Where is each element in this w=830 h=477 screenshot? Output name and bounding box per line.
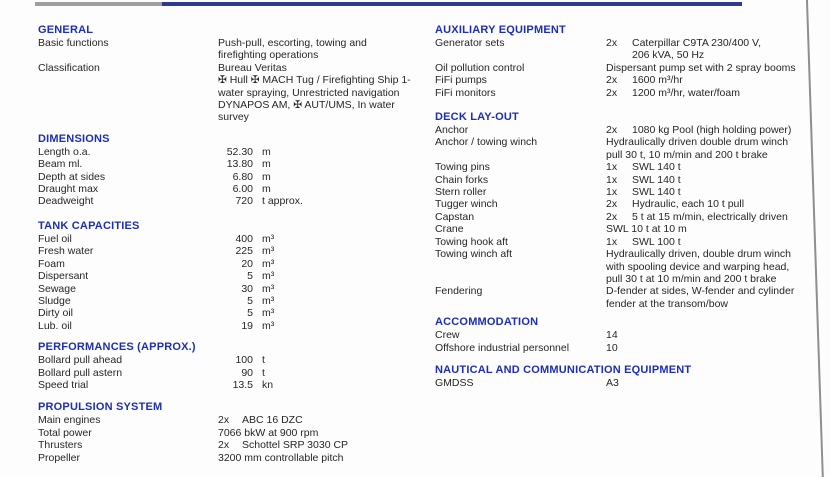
spec-value-line <box>606 136 827 148</box>
spec-value-unit: t approx. <box>262 195 303 208</box>
spec-row <box>38 270 430 282</box>
spec-row <box>38 320 430 332</box>
spec-value-line <box>218 439 430 451</box>
spec-row <box>38 439 430 451</box>
spec-label: Sludge <box>38 294 71 307</box>
spec-label: Depth at sides <box>38 170 106 183</box>
spec-row <box>435 329 827 341</box>
spec-value-text: Hydraulically driven, double drum winch <box>606 248 792 261</box>
spec-value-line <box>606 236 827 248</box>
spec-value-text: 1080 kg Pool (high holding power) <box>632 124 792 137</box>
spec-value-text: 3200 mm controllable pitch <box>218 451 344 464</box>
spec-value <box>178 171 430 183</box>
column-left <box>38 24 430 464</box>
spec-value-unit: m³ <box>262 307 275 320</box>
spec-value-line <box>606 377 827 389</box>
section-title-nautical: NAUTICAL AND COMMUNICATION EQUIPMENT <box>435 363 692 376</box>
spec-value-number: 6.00 <box>232 183 253 196</box>
spec-value-line <box>606 211 827 223</box>
spec-label: Capstan <box>435 210 475 223</box>
spec-row <box>435 211 827 223</box>
spec-row <box>38 414 430 426</box>
section-performances <box>38 341 430 391</box>
spec-value-line <box>606 161 827 173</box>
spec-value-line: fender at the transom/bow <box>606 297 728 310</box>
spec-value <box>606 285 827 310</box>
spec-row <box>435 198 827 210</box>
spec-value-text: SWL 140 t <box>632 186 681 199</box>
spec-value-text: Hydraulically driven double drum winch <box>606 136 789 149</box>
spec-value-text: 1600 m³/hr <box>632 74 683 87</box>
spec-value-text: SWL 100 t <box>632 235 681 248</box>
spec-label: Chain forks <box>435 173 489 186</box>
spec-value-line <box>606 124 827 136</box>
section-title-dimensions: DIMENSIONS <box>38 132 110 145</box>
column-right <box>435 24 827 389</box>
spec-value <box>218 427 430 439</box>
spec-label: Foam <box>38 257 65 270</box>
spec-value <box>178 258 430 270</box>
spec-value-unit: m³ <box>262 232 275 245</box>
section-title-auxiliary: AUXILIARY EQUIPMENT <box>435 24 566 36</box>
spec-value-number: 20 <box>241 257 253 270</box>
spec-value-unit: m <box>262 183 271 196</box>
spec-value-line: survey <box>218 111 249 124</box>
spec-value-unit: m <box>262 158 271 171</box>
spec-value <box>178 367 430 379</box>
spec-value-number: 720 <box>235 195 253 208</box>
spec-label: GMDSS <box>435 376 474 389</box>
spec-value-number: 52.30 <box>226 145 253 158</box>
spec-label: Oil pollution control <box>435 61 525 74</box>
spec-value-unit: m³ <box>262 319 275 332</box>
spec-value-number: 19 <box>241 319 253 332</box>
spec-row <box>38 258 430 270</box>
section-tank <box>38 220 430 332</box>
spec-value-line <box>606 87 827 99</box>
spec-value-line <box>606 186 827 198</box>
spec-value <box>218 414 430 426</box>
section-title-propulsion: PROPULSION SYSTEM <box>38 401 163 414</box>
spec-label: Towing pins <box>435 161 490 174</box>
spec-value-unit: m³ <box>262 257 275 270</box>
spec-quantity: 1x <box>606 235 618 248</box>
spec-value <box>178 195 430 207</box>
spec-value-number: 13.5 <box>232 378 253 391</box>
spec-value-number: 13.80 <box>226 158 253 171</box>
spec-label: Sewage <box>38 282 76 295</box>
top-bar-gray-segment <box>35 2 162 6</box>
spec-value-line <box>606 74 827 86</box>
spec-label: Main engines <box>38 414 101 427</box>
spec-row <box>435 136 827 161</box>
spec-row <box>38 62 430 124</box>
spec-value-text: 10 <box>606 341 618 354</box>
spec-label: Draught max <box>38 183 99 196</box>
spec-value-line <box>218 37 430 49</box>
spec-value <box>178 183 430 195</box>
spec-value-text: 7066 bkW at 900 rpm <box>218 426 319 439</box>
spec-value-text: 14 <box>606 329 618 342</box>
spec-row <box>435 186 827 198</box>
spec-value <box>178 283 430 295</box>
section-dimensions <box>38 133 430 208</box>
spec-value-unit: m³ <box>262 294 275 307</box>
spec-value-unit: m³ <box>262 282 275 295</box>
spec-quantity: 2x <box>218 414 230 427</box>
spec-value-line: water spraying, Unrestricted navigation <box>218 86 400 99</box>
spec-value-text: A3 <box>606 376 619 389</box>
spec-value <box>606 342 827 354</box>
spec-value-number: 225 <box>235 245 253 258</box>
spec-label: Total power <box>38 426 92 439</box>
section-propulsion <box>38 401 430 464</box>
spec-row <box>38 452 430 464</box>
spec-value-text: 1200 m³/hr, water/foam <box>632 86 740 99</box>
spec-label: Crew <box>435 329 460 342</box>
top-bar-navy-segment <box>162 2 742 6</box>
section-title-performances: PERFORMANCES (APPROX.) <box>38 341 196 354</box>
section-general <box>38 24 430 124</box>
spec-value-line <box>606 342 827 354</box>
spec-value <box>606 124 827 136</box>
spec-value-line <box>606 37 827 49</box>
spec-value-unit: m <box>262 170 271 183</box>
spec-value <box>606 87 827 99</box>
spec-value-number: 90 <box>241 366 253 379</box>
spec-value-line <box>218 452 430 464</box>
spec-value <box>606 186 827 198</box>
section-deck <box>435 111 827 310</box>
spec-value-line <box>606 329 827 341</box>
spec-value-number: 6.80 <box>232 170 253 183</box>
spec-value <box>606 74 827 86</box>
spec-row <box>435 74 827 86</box>
spec-label: Bollard pull astern <box>38 366 123 379</box>
spec-label: Basic functions <box>38 37 109 49</box>
spec-quantity: 2x <box>606 37 618 49</box>
spec-value <box>606 198 827 210</box>
spec-value <box>178 146 430 158</box>
spec-value <box>606 377 827 389</box>
section-title-tank: TANK CAPACITIES <box>38 219 140 232</box>
spec-value-line: with spooling device and warping head, <box>606 260 790 273</box>
section-accommodation <box>435 316 827 354</box>
spec-value-number: 5 <box>247 270 253 283</box>
spec-row <box>38 295 430 307</box>
spec-value <box>218 62 430 124</box>
spec-label: Fresh water <box>38 245 94 258</box>
spec-value-line <box>218 62 430 74</box>
spec-value <box>606 223 827 235</box>
spec-label: FiFi pumps <box>435 74 487 87</box>
spec-row <box>38 37 430 62</box>
spec-label: Tugger winch <box>435 198 498 211</box>
spec-label: FiFi monitors <box>435 86 496 99</box>
spec-value-text: SWL 140 t <box>632 161 681 174</box>
spec-value-text: 5 t at 15 m/min, electrically driven <box>632 210 788 223</box>
section-nautical <box>435 364 827 389</box>
spec-quantity: 1x <box>606 173 618 186</box>
spec-row <box>38 195 430 207</box>
spec-value-line <box>606 62 827 74</box>
spec-value <box>178 307 430 319</box>
spec-value-line: DYNAPOS AM, ✠ AUT/UMS, In water <box>218 99 395 112</box>
spec-value-unit: t <box>262 366 265 379</box>
spec-label: Generator sets <box>435 37 505 49</box>
spec-value <box>178 158 430 170</box>
spec-row <box>38 367 430 379</box>
spec-value-number: 5 <box>247 307 253 320</box>
spec-value <box>218 452 430 464</box>
spec-row <box>38 158 430 170</box>
spec-label: Length o.a. <box>38 145 91 158</box>
spec-label: Towing winch aft <box>435 248 513 261</box>
spec-value-number: 400 <box>235 232 253 245</box>
spec-label: Lub. oil <box>38 319 72 332</box>
spec-label: Deadweight <box>38 195 94 208</box>
spec-value-line <box>606 285 827 297</box>
spec-label: Crane <box>435 223 464 236</box>
spec-value-line: pull 30 t, 10 m/min and 200 t brake <box>606 148 768 161</box>
spec-value <box>218 439 430 451</box>
spec-row <box>38 283 430 295</box>
spec-row <box>435 62 827 74</box>
spec-value-text: Schottel SRP 3030 CP <box>242 439 349 452</box>
spec-value <box>606 136 827 161</box>
spec-value-line <box>606 198 827 210</box>
spec-value-text: D-fender at sides, W-fender and cylinder <box>606 285 795 298</box>
spec-value-line: firefighting operations <box>218 49 319 62</box>
spec-value-line <box>218 427 430 439</box>
spec-row <box>38 379 430 391</box>
spec-row <box>435 174 827 186</box>
spec-quantity: 2x <box>606 86 618 99</box>
spec-row <box>38 354 430 366</box>
spec-quantity: 2x <box>606 74 618 87</box>
spec-row <box>38 146 430 158</box>
spec-quantity: 1x <box>606 161 618 174</box>
spec-value <box>606 236 827 248</box>
spec-value-unit: kn <box>262 378 274 391</box>
spec-value-unit: m <box>262 145 271 158</box>
spec-label: Fendering <box>435 285 483 298</box>
spec-value <box>218 37 430 62</box>
spec-quantity: 1x <box>606 186 618 199</box>
section-title-deck: DECK LAY-OUT <box>435 111 519 124</box>
spec-row <box>38 427 430 439</box>
section-auxiliary <box>435 24 827 99</box>
spec-value <box>178 320 430 332</box>
spec-row <box>38 245 430 257</box>
spec-value-line <box>606 248 827 260</box>
spec-value-number: 100 <box>235 354 253 367</box>
spec-quantity: 2x <box>606 210 618 223</box>
section-title-general: GENERAL <box>38 24 94 36</box>
spec-row <box>435 285 827 310</box>
spec-value-number: 5 <box>247 294 253 307</box>
spec-value-text: SWL 10 t at 10 m <box>606 223 687 236</box>
spec-value-line <box>218 414 430 426</box>
spec-row <box>435 248 827 285</box>
spec-value <box>178 245 430 257</box>
spec-value-text: Caterpillar C9TA 230/400 V, <box>632 37 761 49</box>
spec-value <box>178 233 430 245</box>
spec-value-line <box>606 223 827 235</box>
spec-value-line <box>606 174 827 186</box>
spec-value <box>606 161 827 173</box>
section-title-accommodation: ACCOMMODATION <box>435 316 539 329</box>
spec-row <box>38 233 430 245</box>
spec-row <box>435 236 827 248</box>
spec-value-text: Hydraulic, each 10 t pull <box>632 198 745 211</box>
spec-value <box>606 37 827 62</box>
spec-label: Beam ml. <box>38 158 83 171</box>
spec-label: Dirty oil <box>38 307 74 320</box>
spec-label: Offshore industrial personnel <box>435 341 570 354</box>
spec-label: Thrusters <box>38 439 83 452</box>
spec-row <box>435 377 827 389</box>
spec-value-text: Bureau Veritas <box>218 61 287 74</box>
spec-value <box>178 270 430 282</box>
spec-label: Dispersant <box>38 270 89 283</box>
spec-row <box>435 37 827 62</box>
spec-value <box>606 329 827 341</box>
spec-value-line: 206 kVA, 50 Hz <box>632 49 705 62</box>
spec-value <box>606 62 827 74</box>
spec-label: Fuel oil <box>38 232 72 245</box>
spec-row <box>38 171 430 183</box>
spec-label: Anchor <box>435 124 469 137</box>
spec-row <box>435 342 827 354</box>
spec-value-text: Push-pull, escorting, towing and <box>218 37 367 49</box>
spec-label: Speed trial <box>38 378 89 391</box>
spec-quantity: 2x <box>606 124 618 137</box>
spec-value <box>178 354 430 366</box>
spec-value <box>606 174 827 186</box>
spec-row <box>38 307 430 319</box>
spec-row <box>435 87 827 99</box>
spec-row <box>435 161 827 173</box>
spec-value <box>606 211 827 223</box>
spec-quantity: 2x <box>218 439 230 452</box>
spec-label: Stern roller <box>435 186 487 199</box>
spec-value-text: ABC 16 DZC <box>242 414 303 427</box>
spec-row <box>435 124 827 136</box>
spec-value-text: SWL 140 t <box>632 173 681 186</box>
spec-value <box>178 379 430 391</box>
spec-value-text: Dispersant pump set with 2 spray booms <box>606 61 796 74</box>
spec-label: Classification <box>38 61 100 74</box>
spec-value-line: ✠ Hull ✠ MACH Tug / Firefighting Ship 1- <box>218 74 411 87</box>
spec-label: Propeller <box>38 451 81 464</box>
spec-label: Towing hook aft <box>435 235 508 248</box>
spec-value-unit: m³ <box>262 270 275 283</box>
spec-value <box>178 295 430 307</box>
spec-value-line: pull 30 t at 10 m/min and 200 t brake <box>606 272 777 285</box>
spec-label: Bollard pull ahead <box>38 354 123 367</box>
spec-value-unit: t <box>262 354 265 367</box>
spec-value-number: 30 <box>241 282 253 295</box>
spec-label: Anchor / towing winch <box>435 136 538 149</box>
spec-value-unit: m³ <box>262 245 275 258</box>
spec-quantity: 2x <box>606 198 618 211</box>
spec-row <box>435 223 827 235</box>
spec-value <box>606 248 827 285</box>
spec-row <box>38 183 430 195</box>
